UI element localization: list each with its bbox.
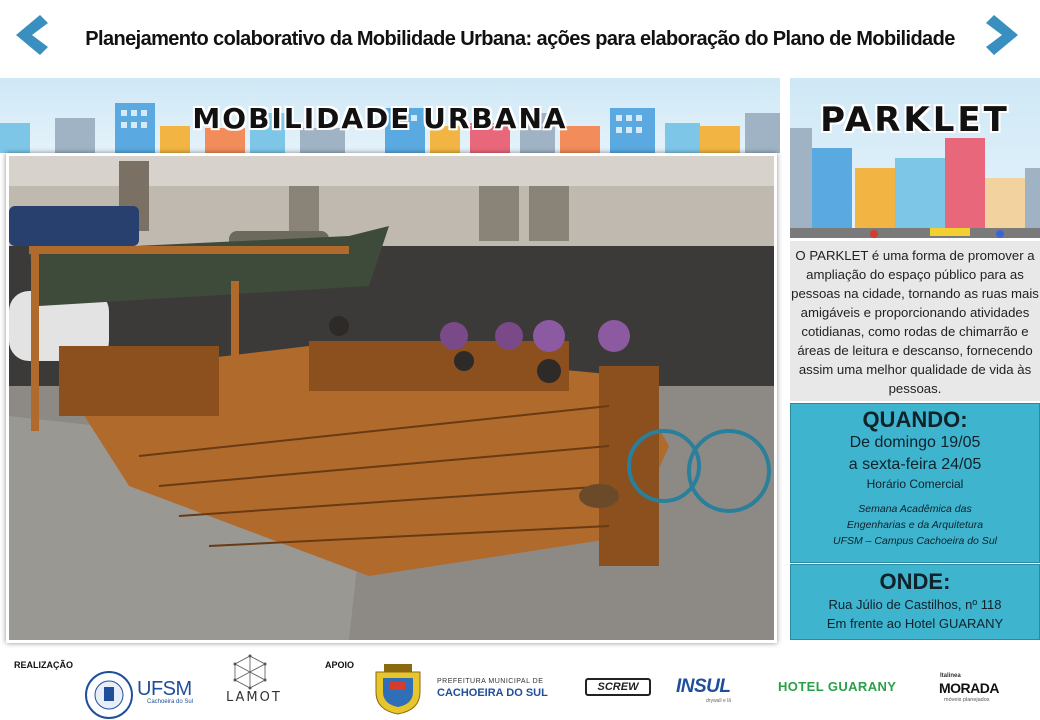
lamot-logo-text: LAMOT bbox=[226, 690, 282, 705]
insul-logo-subtext: drywall e lã bbox=[706, 698, 732, 704]
when-start-date: De domingo 19/05 bbox=[849, 434, 981, 451]
lamot-network-logo-icon bbox=[232, 654, 268, 690]
city-skyline-banner bbox=[0, 78, 780, 153]
prefeitura-logo-line1: PREFEITURA MUNICIPAL DE bbox=[437, 678, 544, 685]
event-name-line3: UFSM – Campus Cachoeira do Sul bbox=[833, 535, 997, 547]
morada-logo-brand: Italinea bbox=[940, 673, 961, 679]
parklet-heading: PARKLET bbox=[820, 100, 1010, 140]
where-reference: Em frente ao Hotel GUARANY bbox=[826, 616, 1004, 631]
where-heading: ONDE: bbox=[879, 569, 951, 594]
city-coat-of-arms-icon bbox=[368, 662, 428, 716]
sponsor-footer bbox=[0, 648, 1040, 720]
hotel-guarany-logo: HOTEL GUARANY bbox=[778, 679, 897, 694]
parklet-description: O PARKLET é uma forma de promover a ampliação do espaço público para as pessoas na cidade, tornando as ruas mais amigáveis e proporcionando atividades cotidianas, como rodas de chimarrão e áreas de leitura e descanso, fornecendo assim uma melhor qualidade de vida às pessoas. bbox=[790, 241, 1040, 401]
ufsm-logo-subtext: Cachoeira do Sul bbox=[147, 699, 194, 705]
event-name-line2: Engenharias e da Arquitetura bbox=[846, 519, 984, 531]
when-section bbox=[790, 403, 1040, 563]
previous-slide-button[interactable] bbox=[10, 12, 50, 58]
where-address: Rua Júlio de Castilhos, nº 118 bbox=[828, 597, 1002, 612]
realizacao-label: REALIZAÇÃO bbox=[14, 660, 73, 670]
screw-logo: SCREW bbox=[585, 678, 651, 696]
apoio-label: APOIO bbox=[325, 660, 355, 670]
morada-logo: MORADA bbox=[939, 680, 999, 696]
parklet-render-image bbox=[6, 153, 777, 643]
federal-university-seal-icon bbox=[84, 670, 134, 720]
event-name-line1: Semana Acadêmica das bbox=[858, 503, 972, 515]
morada-logo-subtext: móveis planejados bbox=[944, 697, 990, 703]
mobility-panel bbox=[0, 78, 780, 648]
chevron-left-icon bbox=[10, 12, 50, 58]
parklet-info-panel bbox=[790, 78, 1040, 648]
insul-logo: INSUL bbox=[676, 676, 731, 697]
header-bar bbox=[0, 0, 1040, 78]
chevron-right-icon bbox=[984, 12, 1024, 58]
where-section bbox=[790, 564, 1040, 640]
prefeitura-logo-line2: CACHOEIRA DO SUL bbox=[437, 687, 548, 699]
next-slide-button[interactable] bbox=[984, 12, 1024, 58]
parklet-scene-illustration bbox=[9, 156, 774, 640]
when-end-date: a sexta-feira 24/05 bbox=[848, 456, 982, 473]
page-title: Planejamento colaborativo da Mobilidade Urbana: ações para elaboração do Plano de Mobilidade bbox=[85, 28, 955, 50]
parklet-header bbox=[790, 78, 1040, 238]
when-heading: QUANDO: bbox=[862, 407, 968, 432]
mobility-heading: MOBILIDADE URBANA bbox=[192, 102, 568, 135]
when-hours: Horário Comercial bbox=[866, 477, 964, 491]
ufsm-logo-text: UFSM bbox=[137, 678, 192, 700]
